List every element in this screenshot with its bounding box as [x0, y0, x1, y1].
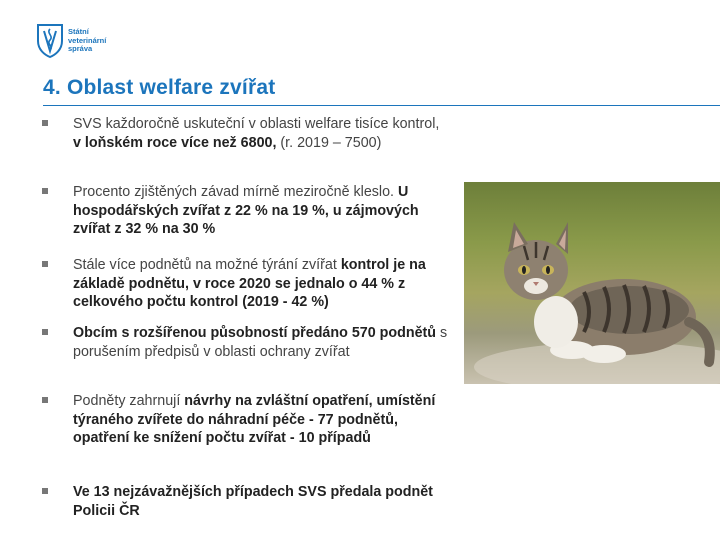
logo-line: správa: [68, 44, 93, 54]
bullet-item: [40, 392, 450, 448]
bullet-marker-icon: [42, 329, 48, 335]
bullet-item: [40, 115, 450, 152]
bullet-marker-icon: [42, 120, 48, 126]
cat-photo: [464, 182, 720, 384]
bullet-marker-icon: [42, 261, 48, 267]
bullet-text-bold: v loňském roce více než 6800,: [73, 134, 277, 151]
logo-line: veterinární: [68, 35, 107, 45]
bullet-text: (r. 2019 – 7500): [276, 134, 382, 151]
page-title: 4. Oblast welfare zvířat: [43, 76, 276, 99]
bullet-text: s porušením předpisů v oblasti ochrany zvířat: [73, 325, 448, 360]
bullet-text: SVS každoročně uskuteční v oblasti welfare tisíce kontrol,: [73, 116, 440, 132]
cat-illustration: [464, 182, 720, 384]
logo-line: Státní: [68, 27, 89, 37]
bullet-item: [40, 256, 450, 312]
logo-text: [68, 28, 106, 54]
bullet-text: Procento zjištěných závad mírně meziročně kleslo.: [73, 184, 398, 200]
bullet-text-bold: Ve 13 nejzávažnějších případech SVS předala podnět Policii ČR: [73, 484, 433, 519]
logo: [36, 23, 106, 59]
bullet-marker-icon: [42, 397, 48, 403]
bullet-text-bold: kontrol je na základě podnětu, v roce 2020 se jednalo o 44 % z celkového počtu kontrol (2019 - 42 %): [73, 257, 426, 310]
bullet-marker-icon: [42, 488, 48, 494]
title-divider: [43, 105, 720, 106]
bullet-marker-icon: [42, 188, 48, 194]
bullet-text-bold: Obcím s rozšířenou působností předáno 570 podnětů: [73, 325, 437, 341]
bullet-text-bold: U hospodářských zvířat z 22 % na 19 %, u zájmových zvířat z 32 % na 30 %: [73, 184, 419, 237]
bullet-text: Stále více podnětů na možné týrání zvířat: [73, 257, 341, 273]
svs-shield-icon: [36, 23, 64, 59]
bullet-item: [40, 483, 450, 520]
bullet-item: [40, 324, 450, 361]
bullet-item: [40, 183, 450, 239]
bullet-text: Podněty zahrnují: [73, 393, 185, 409]
bullet-text-bold: návrhy na zvláštní opatření, umístění týraného zvířete do náhradní péče - 77 podnětů, opatření ke snížení počtu zvířat - 10 případů: [73, 393, 436, 446]
